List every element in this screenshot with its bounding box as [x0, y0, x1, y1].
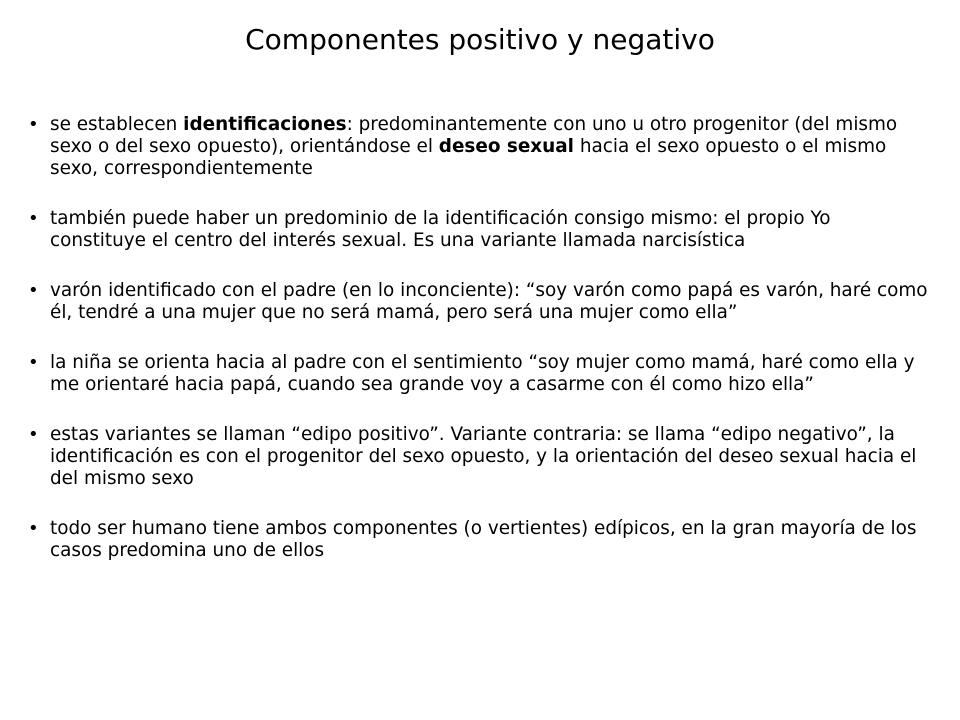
bullet-item	[28, 208, 928, 252]
bullet-text: la niña se orienta hacia al padre con el sentimiento “soy mujer como mamá, haré como ella y me orientaré hacia papá, cuando sea grande voy a casarme con él como hizo ella”	[50, 352, 915, 395]
bullet-segment-bold: identificaciones	[183, 114, 347, 135]
bullet-mark: •	[28, 518, 39, 539]
slide-title: Componentes positivo y negativo	[245, 23, 715, 56]
bullet-mark: •	[28, 114, 39, 135]
bullet-segment: se establecen	[50, 114, 184, 135]
bullet-segment-bold: deseo sexual	[438, 136, 574, 157]
bullet-list	[28, 114, 928, 590]
bullet-item	[28, 280, 928, 324]
bullet-mark: •	[28, 352, 39, 373]
bullet-mark: •	[28, 424, 39, 445]
bullet-text: varón identificado con el padre (en lo inconciente): “soy varón como papá es varón, haré como él, tendré a una mujer que no será mamá, pero será una mujer como ella”	[50, 280, 928, 323]
bullet-segment: hacia el sexo opuesto o el mismo sexo, correspondientemente	[50, 136, 887, 179]
bullet-mark: •	[28, 280, 39, 301]
bullet-item	[28, 114, 928, 180]
bullet-item	[28, 518, 928, 562]
bullet-item	[28, 352, 928, 396]
bullet-mark: •	[28, 208, 39, 229]
bullet-text: estas variantes se llaman “edipo positivo”. Variante contraria: se llama “edipo negativo”, la identificación es con el progenitor del sexo opuesto, y la orientación del deseo sexual hacia el del mismo sexo	[50, 424, 917, 489]
bullet-text: también puede haber un predominio de la identificación consigo mismo: el propio Yo constituye el centro del interés sexual. Es una variante llamada narcisística	[50, 208, 831, 251]
bullet-segment: : predominantemente con uno u otro progenitor (del mismo sexo o del sexo opuesto), orientándose el	[50, 114, 898, 157]
bullet-text: todo ser humano tiene ambos componentes (o vertientes) edípicos, en la gran mayoría de los casos predomina uno de ellos	[50, 518, 917, 561]
bullet-item	[28, 424, 928, 490]
bullet-text	[50, 114, 897, 179]
